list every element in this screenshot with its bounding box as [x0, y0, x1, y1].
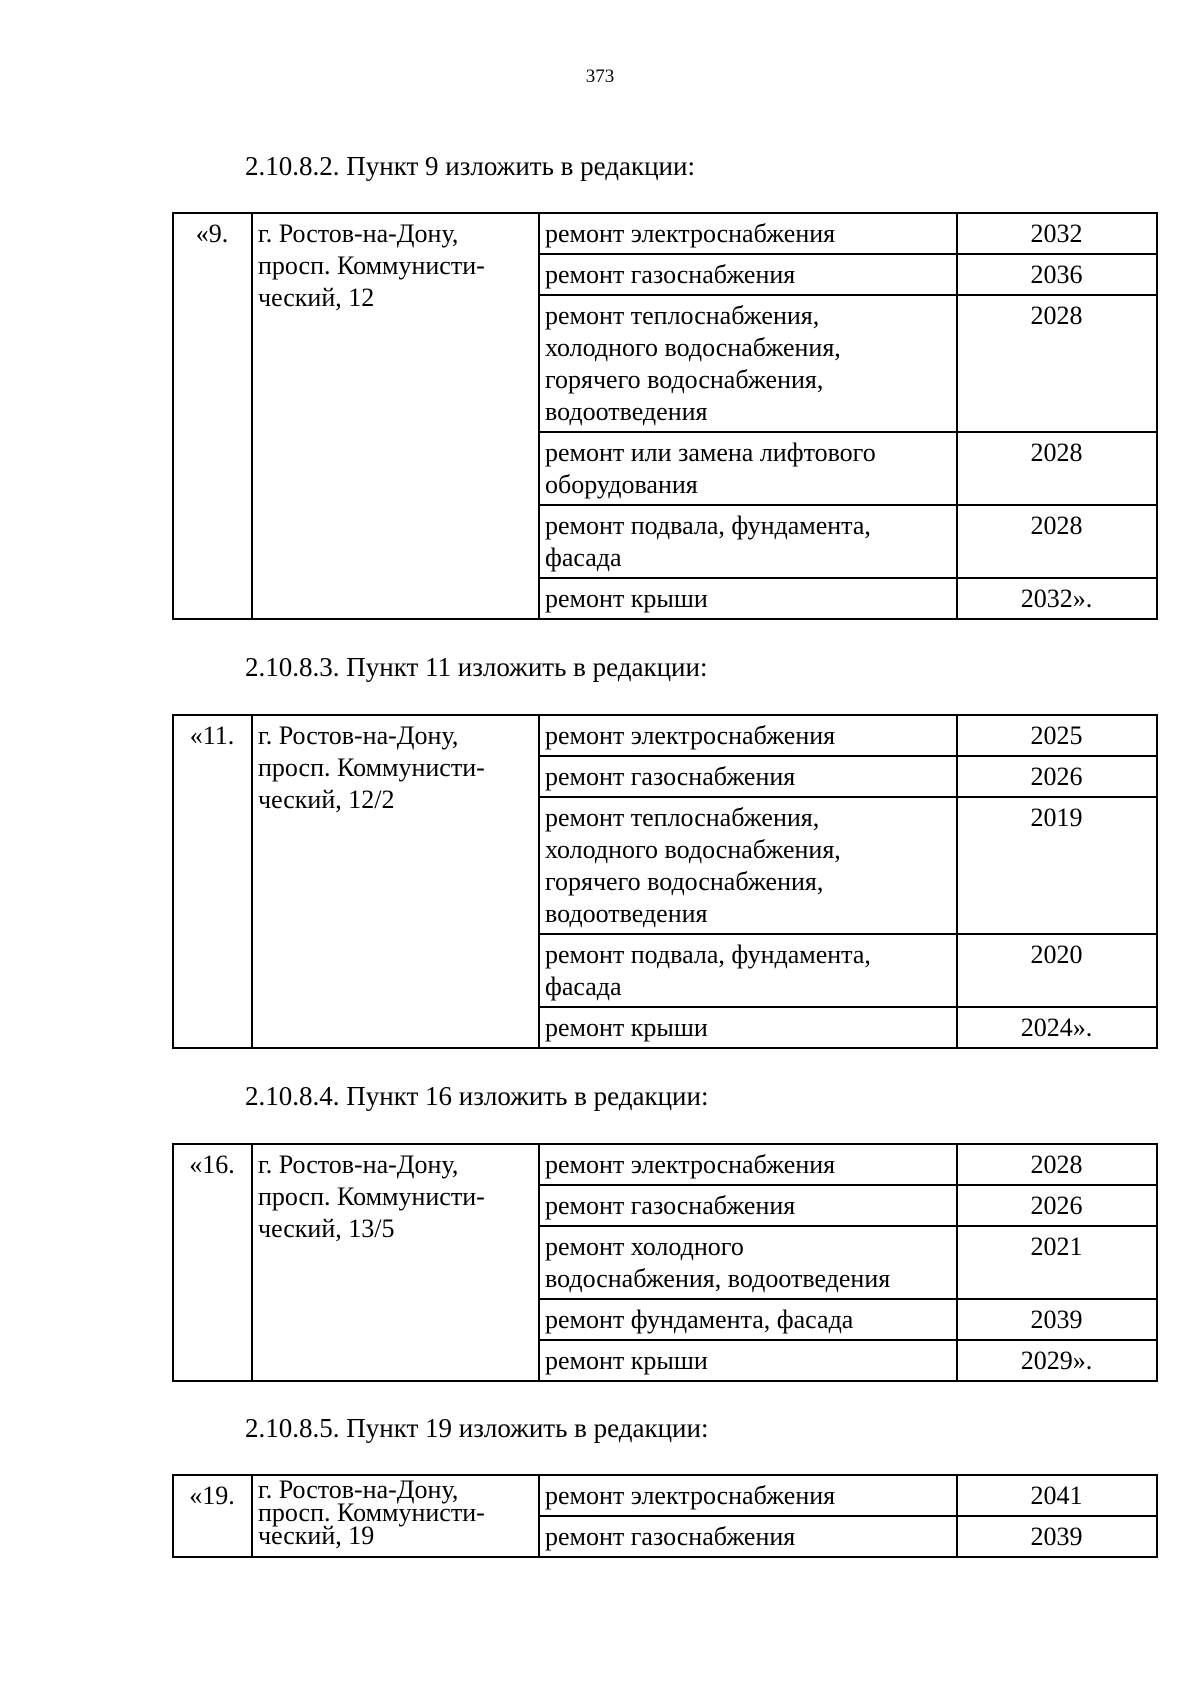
repair-table-9: [172, 212, 1158, 620]
work-line: ремонт электроснабжения: [545, 219, 836, 248]
year-cell: 2039: [957, 1299, 1157, 1340]
work-line: ремонт газоснабжения: [545, 1191, 796, 1220]
address-cell: [252, 715, 539, 1048]
work-cell: [539, 1144, 957, 1185]
year-cell: 2028: [957, 295, 1157, 432]
work-line: ремонт крыши: [545, 1013, 708, 1042]
work-line: ремонт электроснабжения: [545, 1150, 836, 1179]
work-line: ремонт подвала, фундамента,: [545, 940, 871, 969]
year-cell: 2020: [957, 934, 1157, 1007]
section-heading-19: 2.10.8.5. Пункт 19 изложить в редакции:: [245, 1413, 709, 1443]
work-cell: [539, 1299, 957, 1340]
year-cell: 2025: [957, 715, 1157, 756]
address-line: просп. Коммунисти-: [258, 251, 485, 280]
work-cell: [539, 715, 957, 756]
work-line: холодного водоснабжения,: [545, 333, 841, 362]
work-cell: [539, 1007, 957, 1048]
year-cell: 2028: [957, 505, 1157, 578]
work-cell: [539, 432, 957, 505]
work-line: ремонт фундамента, фасада: [545, 1305, 854, 1334]
address-line: г. Ростов-на-Дону,: [258, 1475, 459, 1504]
item-number: «16.: [173, 1144, 252, 1381]
work-cell: [539, 1185, 957, 1226]
section-heading-9: 2.10.8.2. Пункт 9 изложить в редакции:: [245, 151, 695, 181]
address-line: ческий, 13/5: [258, 1214, 395, 1243]
work-cell: [539, 797, 957, 934]
work-line: ремонт газоснабжения: [545, 762, 796, 791]
work-line: фасада: [545, 543, 622, 572]
work-cell: [539, 213, 957, 254]
section-heading-11: 2.10.8.3. Пункт 11 изложить в редакции:: [245, 652, 708, 682]
address-cell: [252, 213, 539, 619]
work-line: ремонт электроснабжения: [545, 721, 836, 750]
repair-table-11: [172, 714, 1158, 1049]
work-line: фасада: [545, 972, 622, 1001]
work-cell: [539, 934, 957, 1007]
year-cell: 2024».: [957, 1007, 1157, 1048]
page-number: 373: [585, 66, 615, 87]
work-line: водоотведения: [545, 899, 708, 928]
work-cell: [539, 578, 957, 619]
work-cell: [539, 505, 957, 578]
work-line: ремонт газоснабжения: [545, 1522, 796, 1551]
work-cell: [539, 1340, 957, 1381]
work-line: ремонт теплоснабжения,: [545, 803, 820, 832]
address-line: ческий, 12/2: [258, 785, 395, 814]
year-cell: 2021: [957, 1226, 1157, 1299]
work-line: горячего водоснабжения,: [545, 867, 824, 896]
address-line: г. Ростов-на-Дону,: [258, 1150, 459, 1179]
year-cell: 2032: [957, 213, 1157, 254]
year-cell: 2039: [957, 1516, 1157, 1557]
work-line: ремонт или замена лифтового: [545, 438, 876, 467]
address-cell: [252, 1144, 539, 1381]
address-cell: [252, 1475, 539, 1557]
work-cell: [539, 295, 957, 432]
work-line: ремонт подвала, фундамента,: [545, 511, 871, 540]
work-line: ремонт холодного: [545, 1232, 744, 1261]
work-line: водоотведения: [545, 397, 708, 426]
item-number: «9.: [173, 213, 252, 619]
work-line: ремонт теплоснабжения,: [545, 301, 820, 330]
year-cell: 2041: [957, 1475, 1157, 1516]
year-cell: 2029».: [957, 1340, 1157, 1381]
address-line: ческий, 19: [258, 1521, 375, 1550]
work-line: оборудования: [545, 470, 698, 499]
item-number: «11.: [173, 715, 252, 1048]
section-heading-16: 2.10.8.4. Пункт 16 изложить в редакции:: [245, 1081, 709, 1111]
work-line: ремонт газоснабжения: [545, 260, 796, 289]
item-number: «19.: [173, 1475, 252, 1557]
work-line: ремонт крыши: [545, 1346, 708, 1375]
address-line: г. Ростов-на-Дону,: [258, 721, 459, 750]
year-cell: 2036: [957, 254, 1157, 295]
work-cell: [539, 254, 957, 295]
repair-table-19: [172, 1474, 1158, 1558]
address-line: просп. Коммунисти-: [258, 1498, 485, 1527]
work-cell: [539, 756, 957, 797]
year-cell: 2026: [957, 1185, 1157, 1226]
address-line: г. Ростов-на-Дону,: [258, 219, 459, 248]
year-cell: 2019: [957, 797, 1157, 934]
address-line: просп. Коммунисти-: [258, 753, 485, 782]
work-line: ремонт электроснабжения: [545, 1481, 836, 1510]
work-cell: [539, 1226, 957, 1299]
work-cell: [539, 1475, 957, 1516]
address-line: ческий, 12: [258, 283, 375, 312]
year-cell: 2028: [957, 1144, 1157, 1185]
work-line: водоснабжения, водоотведения: [545, 1264, 891, 1293]
work-line: холодного водоснабжения,: [545, 835, 841, 864]
work-line: горячего водоснабжения,: [545, 365, 824, 394]
year-cell: 2028: [957, 432, 1157, 505]
address-line: просп. Коммунисти-: [258, 1182, 485, 1211]
repair-table-16: [172, 1143, 1158, 1382]
year-cell: 2026: [957, 756, 1157, 797]
work-line: ремонт крыши: [545, 584, 708, 613]
work-cell: [539, 1516, 957, 1557]
year-cell: 2032».: [957, 578, 1157, 619]
